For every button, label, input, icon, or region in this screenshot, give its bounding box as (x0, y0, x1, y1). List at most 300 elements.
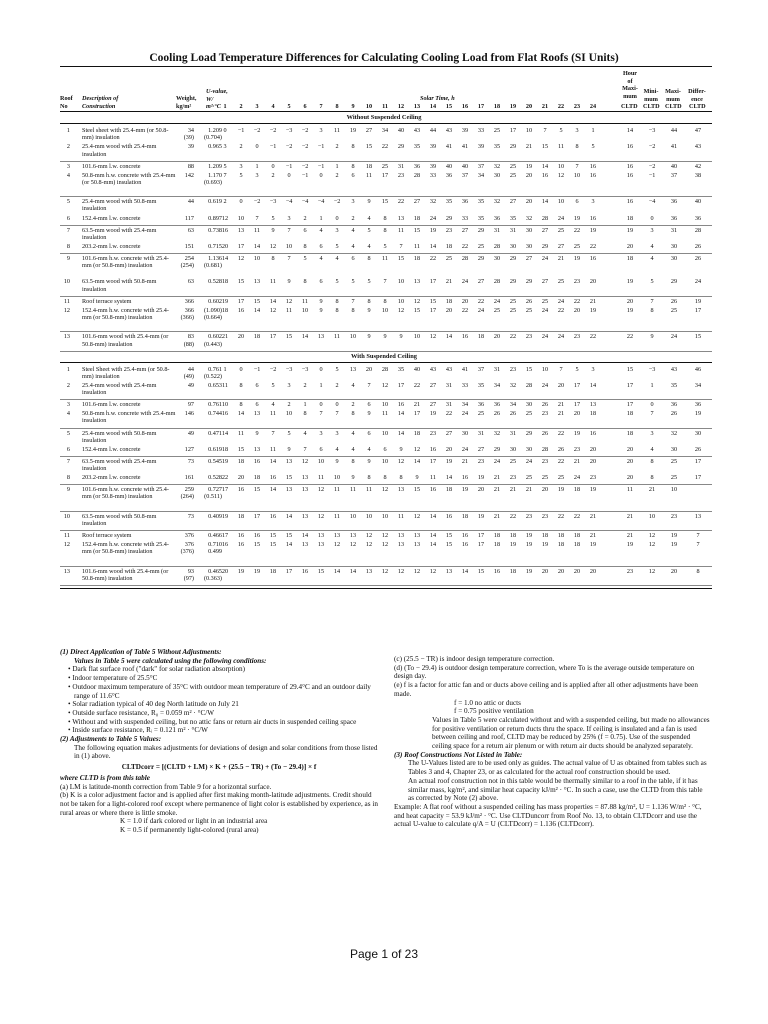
example-text: Example: A flat roof without a suspended ceiling has mass properties = 87.88 kg/m², U = 1.136 W/m² · °C, and heat capacity = 53.9 kJ/m² · °C. Use CLTDuncorr from Roof No. 13, to obtain CLTDcorr and use the actual U-value to calculate q/A = U (CLTDcorr) = 1.136 (CLTDcorr). (394, 802, 702, 829)
maximum-cltd: 19 (670, 541, 678, 548)
table-row (0, 458, 768, 473)
cltd-value: 19 (573, 214, 581, 222)
cltd-value: 21 (525, 486, 533, 494)
cltd-value: 19 (525, 162, 533, 170)
minimum-cltd: 0 (650, 214, 654, 222)
cltd-value: 22 (429, 254, 437, 262)
maximum-cltd: 25 (670, 474, 678, 482)
cltd-value: 0 (255, 143, 259, 151)
maximum-cltd: 25 (670, 457, 678, 465)
cltd-value: 20 (589, 445, 597, 453)
u-value: 1.170 (0.693) (203, 171, 222, 186)
cltd-value: 18 (237, 457, 245, 465)
cltd-value: 0 (319, 401, 323, 409)
cltd-value: 19 (349, 127, 357, 134)
cltd-value: 10 (333, 474, 341, 482)
note-2-text: The following equation makes adjustments for deviations of design and solar conditions from those listed in (1) above. (74, 743, 378, 761)
cltd-value: 18 (573, 532, 581, 539)
cltd-value: 10 (349, 333, 357, 341)
cltd-value: −3 (269, 198, 277, 206)
cltd-value: 32 (493, 429, 501, 437)
cltd-value: 2 (303, 214, 307, 222)
cltd-value: 22 (557, 457, 565, 465)
hour-of-maximum: 18 (626, 214, 634, 222)
cltd-value: 25 (445, 254, 453, 262)
roof-number: 11 (64, 532, 70, 539)
cltd-value: 22 (221, 474, 229, 482)
cltd-value: 22 (413, 381, 421, 389)
group-rule (60, 511, 712, 512)
cltd-value: 7 (543, 127, 547, 134)
cltd-value: 5 (383, 242, 387, 250)
cltd-value: 29 (525, 278, 533, 286)
hour-column-label: 10 (365, 103, 373, 110)
construction-description: Steel sheet with 25.4-mm (or 50.8-mm) insulation (82, 127, 169, 142)
difference-cltd: 19 (694, 410, 702, 418)
cltd-value: 25 (477, 242, 485, 250)
cltd-value: 28 (541, 445, 549, 453)
group-rule (60, 331, 712, 332)
cltd-value: 11 (286, 306, 292, 314)
header-u-value: U-value, W/ m²·°C (206, 88, 228, 110)
cltd-value: 10 (285, 410, 293, 418)
cltd-value: 8 (303, 242, 307, 250)
cltd-value: 12 (397, 306, 405, 314)
cltd-value: 14 (221, 254, 229, 262)
cltd-value: 2 (335, 381, 339, 389)
u-value: 0.465 (0.363) (203, 567, 222, 582)
cltd-value: −2 (301, 127, 309, 134)
cltd-value: 34 (461, 401, 469, 409)
cltd-value: −1 (317, 162, 325, 170)
hour-column-label: 5 (287, 103, 291, 110)
cltd-value: 7 (367, 381, 371, 389)
cltd-value: 39 (429, 143, 437, 151)
cltd-value: 36 (461, 198, 469, 206)
cltd-value: 20 (525, 198, 533, 206)
roof-number: 8 (66, 242, 70, 250)
maximum-cltd: 32 (670, 429, 678, 437)
cltd-value: 10 (349, 512, 357, 520)
minimum-cltd: 4 (650, 445, 654, 453)
cltd-value: 22 (573, 512, 581, 520)
header-max: Maxi- mum (665, 88, 681, 103)
cltd-value: 16 (493, 567, 501, 575)
cltd-value: 25 (477, 410, 485, 418)
cltd-value: 28 (413, 171, 421, 179)
cltd-value: 43 (445, 365, 453, 373)
cltd-value: 9 (335, 457, 339, 465)
hour-of-maximum: 16 (626, 162, 634, 170)
cltd-value: 9 (287, 445, 291, 453)
construction-description: 203.2-mm l.w. concrete (82, 242, 141, 250)
construction-description: 50.8-mm h.w. concrete with 25.4-mm insulation (82, 410, 176, 425)
minimum-cltd: 7 (650, 297, 654, 305)
cltd-value: 16 (301, 567, 309, 575)
cltd-value: 7 (383, 278, 387, 286)
cltd-value: 9 (255, 429, 259, 437)
group-rule (60, 351, 712, 352)
cltd-value: 1 (319, 381, 323, 389)
construction-description: 152.4-mm h.w. concrete with 25.4-mm (or 50.8-mm) insulation (82, 306, 169, 321)
cltd-value: 6 (575, 198, 579, 206)
note-d: (d) (To − 29.4) is outdoor design temperature correction, where To is the average outside temperature on design day. (394, 663, 695, 681)
difference-cltd: 7 (696, 532, 700, 539)
weight-value: 88 (187, 162, 194, 170)
cltd-value: 27 (477, 278, 485, 286)
cltd-value: 25 (557, 226, 565, 234)
cltd-value: 31 (477, 429, 485, 437)
cltd-value: 1 (255, 162, 259, 170)
cltd-value: 33 (477, 127, 485, 134)
cltd-value: 13 (285, 486, 293, 494)
construction-description: 63.5-mm wood with 50.8-mm insulation (82, 512, 157, 527)
cltd-value: 22 (589, 242, 597, 250)
cltd-value: 16 (589, 214, 597, 222)
cltd-value: 14 (301, 532, 309, 539)
table-row (0, 333, 768, 348)
cltd-value: 24 (573, 474, 581, 482)
cltd-value: 37 (477, 365, 485, 373)
cltd-value: 36 (445, 171, 453, 179)
weight-value: 63 (187, 278, 194, 286)
cltd-value: 6 (319, 242, 323, 250)
group-rule (60, 399, 712, 400)
cltd-value: 23 (429, 429, 437, 437)
group-rule (60, 428, 712, 429)
roof-number: 12 (63, 541, 70, 548)
note-b: (b) K is a color adjustment factor and is applied after first making month-latitude adjustments. Credit should not be taken for a light-colored roof except where permanence of light color is established by experience, as in rural areas or where there is little smoke. (60, 791, 378, 817)
cltd-value: 16 (589, 429, 597, 437)
cltd-value: 10 (301, 306, 309, 314)
construction-description: 25.4-mm wood with 50.8-mm insulation (82, 429, 157, 444)
f-value-2: f = 0.75 positive ventilation (454, 707, 534, 716)
cltd-value: 15 (365, 143, 373, 151)
cltd-value: 0 (271, 162, 275, 170)
cltd-value: 24 (461, 410, 469, 418)
u-value: 1.209 (208, 162, 222, 170)
cltd-value: 13 (365, 567, 373, 575)
hour-of-maximum: 14 (626, 127, 634, 134)
cltd-value: 10 (397, 297, 405, 305)
note-a: (a) LM is latitude-month correction from Table 9 for a horizontal surface. (60, 782, 272, 791)
cltd-value: 21 (461, 457, 469, 465)
cltd-value: 17 (237, 242, 245, 250)
cltd-value: 22 (557, 429, 565, 437)
cltd-value: 4 (303, 429, 307, 437)
maximum-cltd: 36 (670, 214, 678, 222)
weight-value: 127 (184, 445, 194, 453)
cltd-value: 19 (237, 567, 245, 575)
cltd-value: 15 (285, 333, 293, 341)
cltd-value: 27 (509, 198, 517, 206)
cltd-value: −2 (253, 127, 261, 134)
cltd-value: 18 (221, 278, 229, 286)
maximum-cltd: 26 (670, 297, 678, 305)
hour-column-label: 11 (382, 103, 388, 110)
cltd-value: 1 (335, 162, 339, 170)
cltd-value: 34 (477, 171, 485, 179)
cltd-value: 5 (303, 254, 307, 262)
roof-number: 5 (66, 198, 70, 206)
cltd-value: 44 (429, 127, 437, 134)
table-row (0, 382, 768, 397)
cltd-value: 21 (589, 297, 597, 305)
cltd-value: 18 (413, 254, 421, 262)
cltd-value: 25 (541, 297, 549, 305)
cltd-value: 2 (287, 401, 291, 409)
cltd-value: 18 (493, 532, 501, 539)
cltd-value: 17 (429, 278, 437, 286)
cltd-value: 27 (429, 381, 437, 389)
cltd-value: 21 (589, 532, 597, 539)
cltd-value: 11 (318, 474, 324, 482)
minimum-cltd: 1 (650, 381, 654, 389)
cltd-value: 26 (557, 445, 565, 453)
cltd-value: 35 (397, 365, 405, 373)
cltd-value: −3 (285, 365, 293, 373)
construction-description: Steel Sheet with 25.4-mm (or 50.8-mm) insulation (82, 365, 170, 380)
cltd-value: 17 (253, 512, 261, 520)
difference-cltd: 17 (694, 306, 702, 314)
minimum-cltd: 12 (648, 567, 656, 575)
weight-value: 151 (184, 242, 194, 250)
cltd-value: 25 (493, 306, 501, 314)
u-value: 0.738 (208, 226, 222, 234)
cltd-value: 0 (239, 198, 243, 206)
cltd-value: 16 (589, 254, 597, 262)
table-row (0, 486, 768, 509)
cltd-value: 18 (573, 486, 581, 494)
cltd-value: 4 (335, 445, 339, 453)
cltd-value: 16 (445, 512, 453, 520)
cltd-value: −2 (269, 127, 277, 134)
section-heading: Without Suspended Ceiling (346, 114, 422, 121)
hour-of-maximum: 17 (626, 381, 634, 389)
cltd-value: 18 (589, 410, 597, 418)
k-value-1: K = 1.0 if dark colored or light in an industrial area (120, 817, 268, 826)
weight-value: 49 (187, 381, 194, 389)
cltd-value: 18 (509, 532, 517, 539)
group-rule (60, 253, 712, 254)
table-row (0, 143, 768, 158)
cltd-value: 23 (525, 333, 533, 341)
cltd-value: 16 (429, 486, 437, 494)
cltd-value: 13 (317, 532, 325, 539)
cltd-value: 32 (429, 198, 437, 206)
condition-bullet: • Without and with suspended ceiling, but no attic fans or return air ducts in suspended ceiling space (60, 718, 378, 727)
cltd-value: 16 (589, 162, 597, 170)
cltd-value: −4 (301, 198, 309, 206)
header-cltd-1: CLTD (621, 103, 638, 110)
cltd-value: 8 (351, 306, 355, 314)
hour-column-label: 22 (557, 103, 565, 110)
roof-number: 10 (63, 278, 70, 286)
cltd-value: 6 (255, 401, 259, 409)
cltd-value: 17 (429, 457, 437, 465)
header-hour-of-max: Hour of Maxi- mum (622, 70, 638, 100)
group-rule (60, 566, 712, 567)
cltd-value: 41 (461, 143, 469, 151)
cltd-value: 25 (525, 306, 533, 314)
k-value-2: K = 0.5 if permanently light-colored (rural area) (120, 826, 259, 835)
maximum-cltd: 37 (670, 171, 678, 179)
cltd-value: 29 (477, 226, 485, 234)
roof-number: 1 (66, 365, 70, 373)
minimum-cltd: 10 (648, 512, 656, 520)
cltd-value: 26 (525, 297, 533, 305)
note-1-title: (1) Direct Application of Table 5 Without Adjustments: (60, 648, 222, 656)
u-value: 0.528 (208, 278, 222, 286)
u-value: 0.653 (208, 381, 222, 389)
hour-column-label: 6 (303, 103, 307, 110)
cltd-value: 19 (525, 541, 533, 548)
cltd-value: 3 (591, 365, 595, 373)
cltd-value: −4 (317, 198, 325, 206)
cltd-value: 14 (301, 333, 309, 341)
cltd-value: 35 (445, 198, 453, 206)
hour-column-label: 23 (573, 103, 581, 110)
cltd-value: 19 (477, 474, 485, 482)
hour-column-label: 7 (319, 103, 323, 110)
cltd-value: 10 (525, 127, 533, 134)
weight-value: 73 (187, 512, 194, 520)
cltd-value: 16 (589, 171, 597, 179)
cltd-value: 14 (349, 567, 357, 575)
cltd-value: 25 (509, 457, 517, 465)
cltd-value: 31 (397, 162, 405, 170)
cltd-value: 12 (269, 306, 277, 314)
cltd-value: 11 (558, 143, 564, 151)
cltd-value: 8 (367, 297, 371, 305)
cltd-value: 18 (413, 214, 421, 222)
table-bottom-rule (60, 588, 712, 589)
cltd-value: 18 (413, 429, 421, 437)
hour-of-maximum: 16 (626, 171, 634, 179)
cltd-value: 25 (573, 242, 581, 250)
cltd-value: 16 (253, 457, 261, 465)
cltd-value: 18 (221, 445, 229, 453)
cltd-value: 29 (445, 214, 453, 222)
cltd-value: 12 (381, 381, 389, 389)
roof-number: 1 (66, 127, 70, 134)
roof-number: 4 (66, 171, 70, 179)
cltd-value: 12 (381, 532, 389, 539)
maximum-cltd: 36 (670, 198, 678, 206)
header-diff: Differ- ence (688, 88, 706, 103)
hour-column-label: 17 (477, 103, 485, 110)
cltd-value: 4 (351, 445, 355, 453)
roof-number: 3 (66, 401, 70, 409)
hour-column-label: 2 (239, 103, 243, 110)
cltd-value: 16 (253, 532, 261, 539)
condition-bullet: • Indoor temperature of 25.5°C (60, 674, 378, 683)
minimum-cltd: −2 (648, 162, 656, 170)
u-value: 1.136 (0.681) (203, 254, 222, 269)
cltd-value: 19 (573, 254, 581, 262)
cltd-value: 19 (557, 486, 565, 494)
cltd-value: 15 (413, 486, 421, 494)
cltd-value: 21 (413, 401, 421, 409)
cltd-value: 22 (573, 226, 581, 234)
cltd-value: 30 (493, 171, 501, 179)
cltd-value: 43 (445, 127, 453, 134)
roof-number: 6 (66, 445, 70, 453)
u-value: 0.545 (208, 457, 222, 465)
cltd-value: 32 (509, 381, 517, 389)
cltd-value: 12 (557, 171, 565, 179)
cltd-value: 13 (349, 532, 357, 539)
cltd-value: 14 (253, 306, 261, 314)
cltd-value: 12 (413, 445, 421, 453)
hour-of-maximum: 18 (626, 410, 634, 418)
cltd-value: 19 (221, 512, 229, 520)
cltd-value: 14 (397, 410, 405, 418)
cltd-value: 30 (509, 445, 517, 453)
cltd-value: 14 (445, 333, 453, 341)
cltd-value: 11 (382, 254, 388, 262)
cltd-value: 20 (477, 486, 485, 494)
cltd-value: 12 (381, 486, 389, 494)
notes-left-column (60, 648, 378, 835)
cltd-value: 3 (575, 127, 579, 134)
cltd-value: 20 (493, 333, 501, 341)
cltd-value: 15 (429, 297, 437, 305)
header-cltd-2: CLTD (643, 103, 660, 110)
cltd-value: 3 (591, 198, 595, 206)
cltd-value: 20 (589, 278, 597, 286)
weight-value: 254 (254) (180, 254, 194, 269)
note-e: (e) f is a factor for attic fan and or ducts above ceiling and is applied after all other adjustments have been made. (394, 681, 698, 698)
construction-description: 25.4-mm wood with 50.8-mm insulation (82, 198, 157, 213)
cltd-value: 11 (302, 297, 308, 305)
cltd-value: 13 (301, 541, 309, 548)
cltd-value: 17 (221, 486, 229, 494)
cltd-value: 7 (399, 242, 403, 250)
maximum-cltd: 40 (670, 162, 678, 170)
cltd-value: 11 (366, 171, 372, 179)
roof-number: 4 (66, 410, 70, 418)
cltd-value: 14 (269, 457, 277, 465)
cltd-value: 17 (221, 532, 229, 539)
cltd-value: 33 (461, 381, 469, 389)
minimum-cltd: −3 (648, 127, 656, 134)
roof-number: 2 (66, 143, 70, 151)
cltd-value: 14 (461, 567, 469, 575)
cltd-value: 27 (461, 226, 469, 234)
difference-cltd: 26 (694, 242, 702, 250)
cltd-value: 32 (525, 214, 533, 222)
cltd-value: 25 (525, 474, 533, 482)
cltd-value: 10 (221, 401, 229, 409)
cltd-value: 23 (525, 512, 533, 520)
cltd-value: 20 (573, 306, 581, 314)
cltd-value: 19 (589, 486, 597, 494)
cltd-value: 1 (303, 401, 307, 409)
cltd-value: 19 (253, 567, 261, 575)
cltd-value: 11 (270, 410, 276, 418)
construction-description: Roof terrace system (82, 532, 132, 539)
minimum-cltd: 0 (650, 401, 654, 409)
cltd-value: 20 (365, 365, 373, 373)
difference-cltd: 7 (696, 541, 700, 548)
construction-description: 101.6-mm wood with 25.4-mm (or 50.8-mm) insulation (82, 333, 169, 348)
cltd-value: 18 (509, 567, 517, 575)
cltd-value: 18 (557, 541, 565, 548)
cltd-value: 21 (589, 512, 597, 520)
group-rule (60, 296, 712, 297)
cltd-value: 25 (381, 162, 389, 170)
